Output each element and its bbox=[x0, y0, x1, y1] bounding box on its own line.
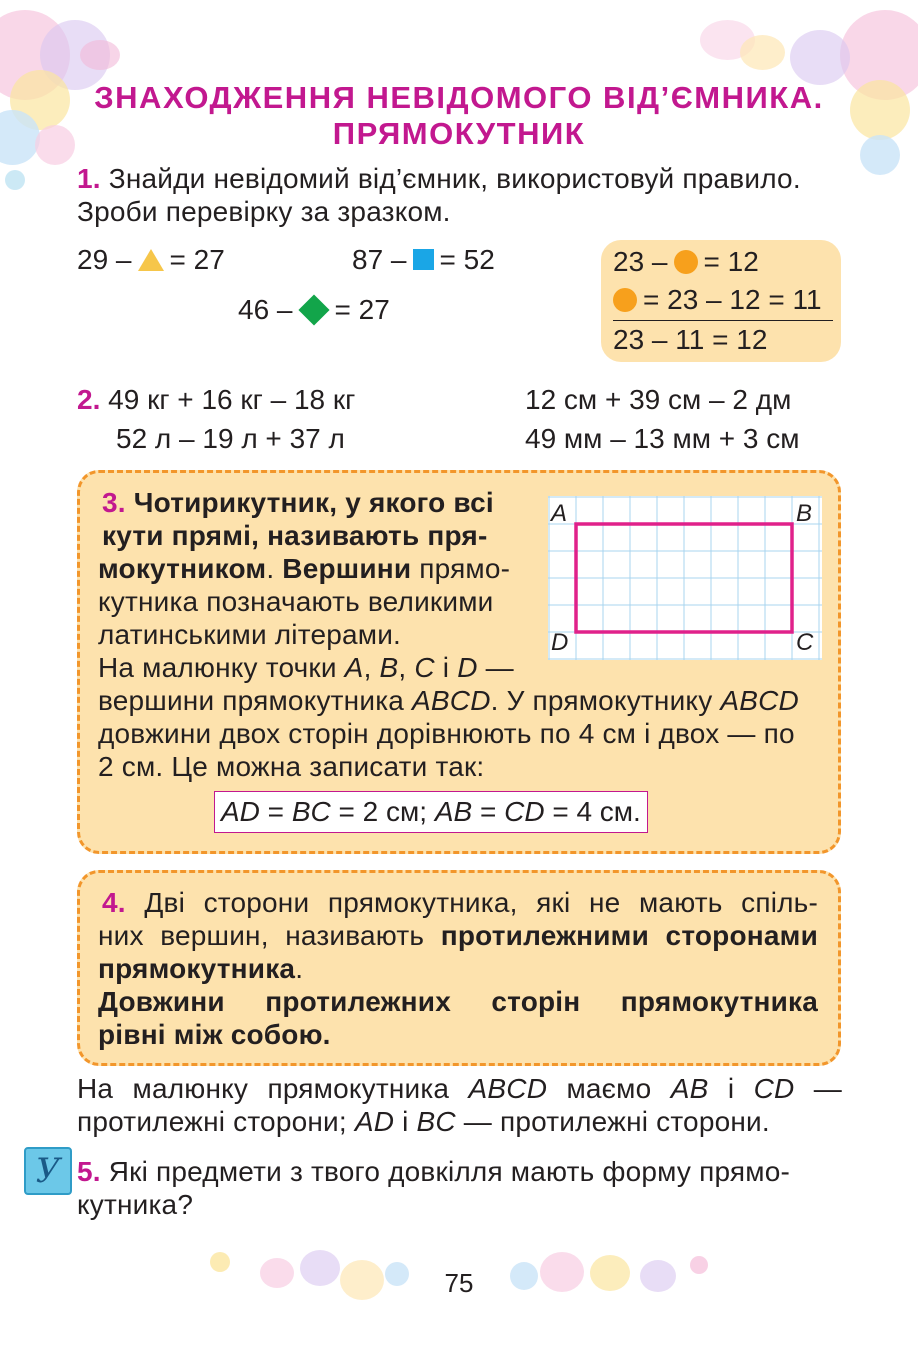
task1-equation-2 bbox=[352, 244, 495, 276]
page-title-line1: ЗНАХОДЖЕННЯ НЕВІДОМОГО ВІД’ЄМНИКА. bbox=[94, 80, 824, 115]
a4-l1b: маємо bbox=[547, 1073, 671, 1104]
task1-text bbox=[77, 162, 847, 228]
vertex-label-c: C bbox=[796, 629, 814, 656]
f-bc: BC bbox=[291, 796, 331, 827]
a4-ab: AB bbox=[670, 1073, 709, 1104]
task2-expr-3: 12 см + 39 см – 2 дм bbox=[525, 384, 792, 415]
task3-bottom-text bbox=[98, 684, 828, 783]
square-icon bbox=[413, 249, 434, 270]
rectangle-grid-figure bbox=[548, 496, 822, 660]
task3-line7 bbox=[98, 684, 828, 717]
eq1-right: = 27 bbox=[169, 244, 225, 275]
a4-l1a: На малюнку прямокутника bbox=[77, 1073, 469, 1104]
sample2-right: = 23 – 12 = 11 bbox=[643, 284, 822, 315]
task3-line6 bbox=[98, 651, 538, 684]
task3-dot: . bbox=[266, 553, 283, 584]
a4-l2c: — протилежні сторони. bbox=[455, 1106, 770, 1137]
a4-bc: BC bbox=[416, 1106, 456, 1137]
eq2-left: 87 – bbox=[352, 244, 407, 275]
eq3-left: 46 – bbox=[238, 294, 293, 325]
a4-l1c: і bbox=[708, 1073, 754, 1104]
task4-line2a: них вершин, називають bbox=[98, 920, 441, 951]
task4-number: 4. bbox=[102, 887, 126, 918]
triangle-icon bbox=[138, 249, 164, 271]
task2-expr1-text: 49 кг + 16 кг – 18 кг bbox=[108, 384, 356, 415]
a4-l1d: — bbox=[794, 1073, 842, 1104]
sample-line-3: 23 – 11 = 12 bbox=[613, 324, 768, 355]
t3-and: і bbox=[434, 652, 458, 683]
eq3-right: = 27 bbox=[334, 294, 390, 325]
diamond-icon bbox=[298, 294, 329, 325]
task3-bold-line3: мокутником bbox=[98, 553, 267, 584]
sample-line-1 bbox=[613, 246, 759, 278]
t3-l6a: На малюнку точки bbox=[98, 652, 345, 683]
eq2-right: = 52 bbox=[439, 244, 495, 275]
task4-line1: Дві сторони прямокутника, які не мають спіль- bbox=[144, 887, 818, 918]
sample-line-2 bbox=[613, 284, 822, 316]
vertex-label-b: B bbox=[796, 500, 813, 527]
task4-line3dot: . bbox=[295, 953, 304, 984]
sample-divider bbox=[613, 320, 833, 321]
task4-line2b: протилежними сторонами bbox=[440, 920, 818, 951]
t3-pA: A bbox=[344, 652, 364, 683]
task1-line2: Зроби перевірку за зразком. bbox=[77, 196, 451, 227]
a4-cd: CD bbox=[753, 1073, 795, 1104]
f-ad: AD bbox=[221, 796, 260, 827]
task3-number: 3. bbox=[102, 487, 126, 518]
task3-line4: кутника позначають великими bbox=[98, 586, 494, 617]
task1-equation-1 bbox=[77, 244, 225, 276]
t3-dash: — bbox=[477, 652, 514, 683]
vertex-label-a: A bbox=[551, 500, 568, 527]
formula-box bbox=[214, 791, 648, 833]
f-eq1: = bbox=[259, 796, 292, 827]
oral-task-badge-icon: У bbox=[24, 1147, 72, 1195]
t3-c1: , bbox=[363, 652, 380, 683]
t3-pD: D bbox=[457, 652, 478, 683]
eq1-left: 29 – bbox=[77, 244, 132, 275]
task2-expr-4: 49 мм – 13 мм + 3 см bbox=[525, 423, 800, 454]
task1-equation-3 bbox=[238, 294, 390, 326]
after-task4-text bbox=[77, 1072, 842, 1138]
sample1-left: 23 – bbox=[613, 246, 668, 277]
f-eq2: = bbox=[472, 796, 505, 827]
f-end: = 4 см. bbox=[544, 796, 641, 827]
task3-line5: латинськими літерами. bbox=[98, 619, 402, 650]
t3-pC: C bbox=[414, 652, 435, 683]
task1-number: 1. bbox=[77, 163, 101, 194]
vertex-label-d: D bbox=[551, 629, 569, 656]
task1-line1: Знайди невідомий від’ємник, використовуй правило. bbox=[108, 163, 801, 194]
a4-l2a: протилежні сторони; bbox=[77, 1106, 355, 1137]
task2-expr-2: 52 л – 19 л + 37 л bbox=[116, 423, 345, 454]
task4-line3b: прямокутника bbox=[98, 953, 296, 984]
task4-line4: Довжини протилежних сторін прямокутника bbox=[98, 986, 818, 1017]
task3-left-text bbox=[98, 486, 538, 684]
task3-bold-word: Вершини bbox=[282, 553, 412, 584]
task4-text bbox=[98, 886, 818, 1051]
task3-bold-line2: кути прямі, називають пря- bbox=[102, 520, 488, 551]
task3-bold-line1: Чотирикутник, у якого всі bbox=[133, 487, 494, 518]
t3-abcd2: ABCD bbox=[720, 685, 799, 716]
f-ab: AB bbox=[434, 796, 473, 827]
task3-line9: 2 см. Це можна записати так: bbox=[98, 751, 485, 782]
task5-line2: кутника? bbox=[77, 1189, 194, 1220]
task5-number: 5. bbox=[77, 1156, 101, 1187]
circle-icon bbox=[674, 250, 698, 274]
f-cd: CD bbox=[504, 796, 545, 827]
task5-line1: Які предмети з твого довкілля мають форму прямо- bbox=[108, 1156, 791, 1187]
task4-line5: рівні між собою. bbox=[98, 1019, 331, 1050]
a4-ad: AD bbox=[354, 1106, 395, 1137]
task3-line8: довжини двох сторін дорівнюють по 4 см і двох — по bbox=[98, 718, 795, 749]
f-mid: = 2 см; bbox=[330, 796, 435, 827]
task2-expr-1 bbox=[77, 384, 355, 416]
task5-text bbox=[77, 1155, 842, 1221]
page-title-line2: ПРЯМОКУТНИК bbox=[332, 116, 586, 151]
sample1-right: = 12 bbox=[703, 246, 759, 277]
t3-c2: , bbox=[398, 652, 415, 683]
task3-rest-line3: прямо- bbox=[411, 553, 511, 584]
t3-l7b: . У прямокутнику bbox=[490, 685, 721, 716]
t3-pB: B bbox=[379, 652, 399, 683]
task2-number: 2. bbox=[77, 384, 101, 415]
sample-panel bbox=[601, 240, 841, 362]
circle-icon bbox=[613, 288, 637, 312]
page-number: 75 bbox=[444, 1268, 474, 1298]
a4-l2b: і bbox=[394, 1106, 417, 1137]
t3-abcd1: ABCD bbox=[412, 685, 491, 716]
t3-l7a: вершини прямокутника bbox=[98, 685, 413, 716]
a4-abcd: ABCD bbox=[468, 1073, 548, 1104]
